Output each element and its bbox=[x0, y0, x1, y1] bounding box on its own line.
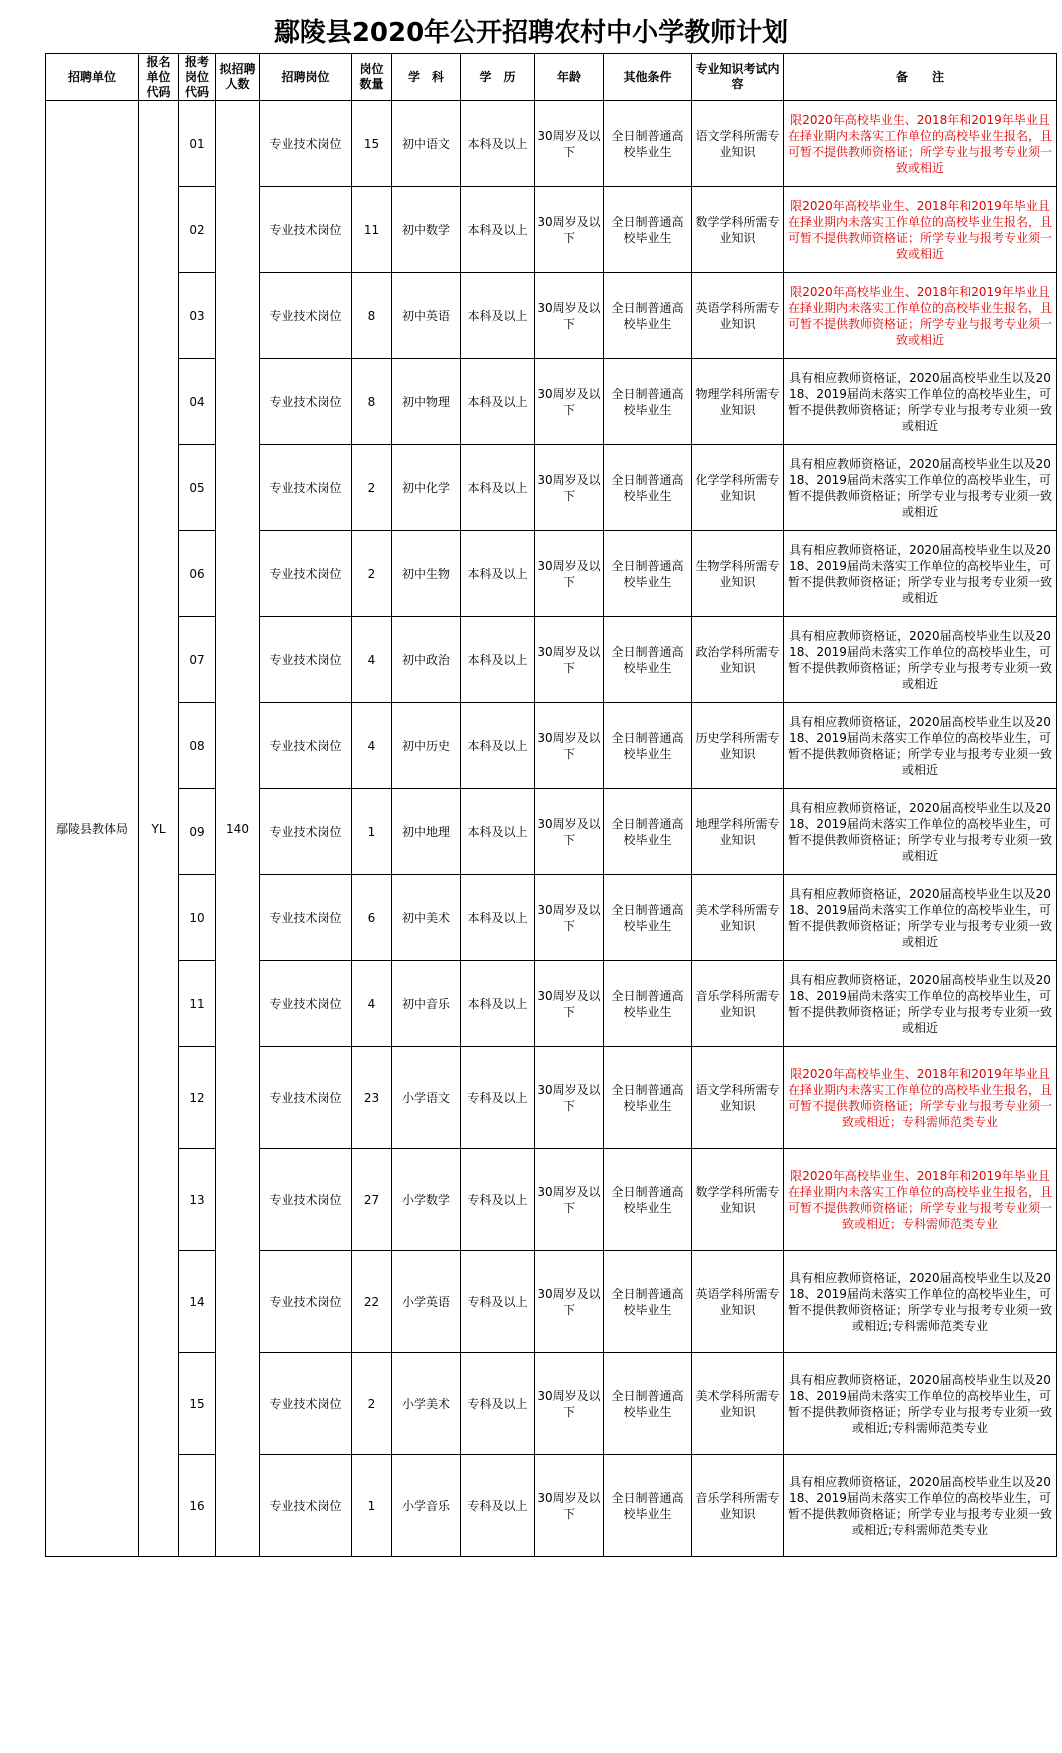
exam-content-cell: 物理学科所需专业知识 bbox=[692, 359, 784, 445]
other-conditions-cell: 全日制普通高校毕业生 bbox=[604, 789, 692, 875]
remarks-cell: 具有相应教师资格证，2020届高校毕业生以及2018、2019届尚未落实工作单位的高校毕业生，可暂不提供教师资格证；所学专业与报考专业须一致或相近 bbox=[784, 445, 1057, 531]
other-conditions-cell: 全日制普通高校毕业生 bbox=[604, 273, 692, 359]
planned-total-cell: 140 bbox=[216, 101, 260, 1557]
column-header: 招聘单位 bbox=[46, 54, 139, 101]
post-code-cell: 15 bbox=[179, 1353, 216, 1455]
column-header: 招聘岗位 bbox=[260, 54, 352, 101]
column-header: 专业知识考试内容 bbox=[692, 54, 784, 101]
table-row bbox=[46, 445, 1057, 531]
subject-cell: 初中美术 bbox=[392, 875, 461, 961]
column-header: 学 历 bbox=[461, 54, 535, 101]
post-type-cell: 专业技术岗位 bbox=[260, 703, 352, 789]
exam-content-cell: 音乐学科所需专业知识 bbox=[692, 1455, 784, 1557]
education-cell: 本科及以上 bbox=[461, 961, 535, 1047]
subject-cell: 初中物理 bbox=[392, 359, 461, 445]
unit-code-cell: YL bbox=[139, 101, 179, 1557]
post-count-cell: 4 bbox=[352, 703, 392, 789]
age-cell: 30周岁及以下 bbox=[535, 617, 604, 703]
table-row bbox=[46, 961, 1057, 1047]
exam-content-cell: 语文学科所需专业知识 bbox=[692, 1047, 784, 1149]
post-code-cell: 06 bbox=[179, 531, 216, 617]
post-type-cell: 专业技术岗位 bbox=[260, 1251, 352, 1353]
post-type-cell: 专业技术岗位 bbox=[260, 875, 352, 961]
other-conditions-cell: 全日制普通高校毕业生 bbox=[604, 531, 692, 617]
remarks-cell: 具有相应教师资格证，2020届高校毕业生以及2018、2019届尚未落实工作单位的高校毕业生，可暂不提供教师资格证；所学专业与报考专业须一致或相近;专科需师范类专业 bbox=[784, 1251, 1057, 1353]
other-conditions-cell: 全日制普通高校毕业生 bbox=[604, 187, 692, 273]
subject-cell: 小学数学 bbox=[392, 1149, 461, 1251]
post-count-cell: 22 bbox=[352, 1251, 392, 1353]
age-cell: 30周岁及以下 bbox=[535, 1251, 604, 1353]
other-conditions-cell: 全日制普通高校毕业生 bbox=[604, 101, 692, 187]
other-conditions-cell: 全日制普通高校毕业生 bbox=[604, 1455, 692, 1557]
age-cell: 30周岁及以下 bbox=[535, 187, 604, 273]
post-code-cell: 08 bbox=[179, 703, 216, 789]
table-row bbox=[46, 703, 1057, 789]
table-row bbox=[46, 1251, 1057, 1353]
subject-cell: 初中英语 bbox=[392, 273, 461, 359]
other-conditions-cell: 全日制普通高校毕业生 bbox=[604, 703, 692, 789]
remarks-cell: 具有相应教师资格证，2020届高校毕业生以及2018、2019届尚未落实工作单位的高校毕业生，可暂不提供教师资格证；所学专业与报考专业须一致或相近 bbox=[784, 789, 1057, 875]
post-type-cell: 专业技术岗位 bbox=[260, 617, 352, 703]
table-row bbox=[46, 1353, 1057, 1455]
table-row bbox=[46, 1047, 1057, 1149]
post-code-cell: 12 bbox=[179, 1047, 216, 1149]
column-header: 备 注 bbox=[784, 54, 1057, 101]
remarks-cell: 限2020年高校毕业生、2018年和2019年毕业且在择业期内未落实工作单位的高校毕业生报名，且可暂不提供教师资格证；所学专业与报考专业须一致或相近；专科需师范类专业 bbox=[784, 1149, 1057, 1251]
subject-cell: 小学音乐 bbox=[392, 1455, 461, 1557]
education-cell: 专科及以上 bbox=[461, 1047, 535, 1149]
education-cell: 专科及以上 bbox=[461, 1251, 535, 1353]
post-count-cell: 8 bbox=[352, 359, 392, 445]
subject-cell: 初中化学 bbox=[392, 445, 461, 531]
education-cell: 本科及以上 bbox=[461, 875, 535, 961]
subject-cell: 初中地理 bbox=[392, 789, 461, 875]
post-code-cell: 13 bbox=[179, 1149, 216, 1251]
table-row bbox=[46, 187, 1057, 273]
exam-content-cell: 生物学科所需专业知识 bbox=[692, 531, 784, 617]
remarks-cell: 限2020年高校毕业生、2018年和2019年毕业且在择业期内未落实工作单位的高校毕业生报名，且可暂不提供教师资格证；所学专业与报考专业须一致或相近；专科需师范类专业 bbox=[784, 1047, 1057, 1149]
post-type-cell: 专业技术岗位 bbox=[260, 1047, 352, 1149]
post-code-cell: 05 bbox=[179, 445, 216, 531]
subject-cell: 小学语文 bbox=[392, 1047, 461, 1149]
subject-cell: 初中音乐 bbox=[392, 961, 461, 1047]
remarks-cell: 具有相应教师资格证，2020届高校毕业生以及2018、2019届尚未落实工作单位的高校毕业生，可暂不提供教师资格证；所学专业与报考专业须一致或相近 bbox=[784, 617, 1057, 703]
column-header: 报名单位代码 bbox=[139, 54, 179, 101]
page-title: 鄢陵县2020年公开招聘农村中小学教师计划 bbox=[273, 18, 789, 48]
post-type-cell: 专业技术岗位 bbox=[260, 445, 352, 531]
education-cell: 本科及以上 bbox=[461, 617, 535, 703]
remarks-cell: 具有相应教师资格证，2020届高校毕业生以及2018、2019届尚未落实工作单位的高校毕业生，可暂不提供教师资格证；所学专业与报考专业须一致或相近 bbox=[784, 875, 1057, 961]
remarks-cell: 限2020年高校毕业生、2018年和2019年毕业且在择业期内未落实工作单位的高校毕业生报名，且可暂不提供教师资格证；所学专业与报考专业须一致或相近 bbox=[784, 273, 1057, 359]
exam-content-cell: 语文学科所需专业知识 bbox=[692, 101, 784, 187]
exam-content-cell: 历史学科所需专业知识 bbox=[692, 703, 784, 789]
age-cell: 30周岁及以下 bbox=[535, 1149, 604, 1251]
table-row bbox=[46, 359, 1057, 445]
age-cell: 30周岁及以下 bbox=[535, 101, 604, 187]
post-code-cell: 01 bbox=[179, 101, 216, 187]
education-cell: 本科及以上 bbox=[461, 789, 535, 875]
post-count-cell: 6 bbox=[352, 875, 392, 961]
post-count-cell: 11 bbox=[352, 187, 392, 273]
exam-content-cell: 英语学科所需专业知识 bbox=[692, 273, 784, 359]
other-conditions-cell: 全日制普通高校毕业生 bbox=[604, 445, 692, 531]
exam-content-cell: 政治学科所需专业知识 bbox=[692, 617, 784, 703]
exam-content-cell: 数学学科所需专业知识 bbox=[692, 1149, 784, 1251]
post-count-cell: 27 bbox=[352, 1149, 392, 1251]
post-count-cell: 1 bbox=[352, 1455, 392, 1557]
age-cell: 30周岁及以下 bbox=[535, 1047, 604, 1149]
table-row bbox=[46, 531, 1057, 617]
age-cell: 30周岁及以下 bbox=[535, 875, 604, 961]
remarks-cell: 限2020年高校毕业生、2018年和2019年毕业且在择业期内未落实工作单位的高校毕业生报名，且可暂不提供教师资格证；所学专业与报考专业须一致或相近 bbox=[784, 101, 1057, 187]
post-type-cell: 专业技术岗位 bbox=[260, 961, 352, 1047]
table-row bbox=[46, 101, 1057, 187]
education-cell: 本科及以上 bbox=[461, 445, 535, 531]
remarks-cell: 具有相应教师资格证，2020届高校毕业生以及2018、2019届尚未落实工作单位的高校毕业生，可暂不提供教师资格证；所学专业与报考专业须一致或相近;专科需师范类专业 bbox=[784, 1455, 1057, 1557]
table-row bbox=[46, 617, 1057, 703]
exam-content-cell: 英语学科所需专业知识 bbox=[692, 1251, 784, 1353]
other-conditions-cell: 全日制普通高校毕业生 bbox=[604, 617, 692, 703]
post-code-cell: 04 bbox=[179, 359, 216, 445]
post-count-cell: 2 bbox=[352, 445, 392, 531]
remarks-cell: 限2020年高校毕业生、2018年和2019年毕业且在择业期内未落实工作单位的高校毕业生报名，且可暂不提供教师资格证；所学专业与报考专业须一致或相近 bbox=[784, 187, 1057, 273]
post-type-cell: 专业技术岗位 bbox=[260, 359, 352, 445]
education-cell: 本科及以上 bbox=[461, 273, 535, 359]
post-type-cell: 专业技术岗位 bbox=[260, 187, 352, 273]
post-count-cell: 2 bbox=[352, 1353, 392, 1455]
table-row bbox=[46, 789, 1057, 875]
table-row bbox=[46, 1149, 1057, 1251]
remarks-cell: 具有相应教师资格证，2020届高校毕业生以及2018、2019届尚未落实工作单位的高校毕业生，可暂不提供教师资格证；所学专业与报考专业须一致或相近 bbox=[784, 531, 1057, 617]
column-header: 其他条件 bbox=[604, 54, 692, 101]
column-header: 岗位数量 bbox=[352, 54, 392, 101]
subject-cell: 初中语文 bbox=[392, 101, 461, 187]
post-code-cell: 11 bbox=[179, 961, 216, 1047]
post-code-cell: 16 bbox=[179, 1455, 216, 1557]
education-cell: 本科及以上 bbox=[461, 703, 535, 789]
other-conditions-cell: 全日制普通高校毕业生 bbox=[604, 359, 692, 445]
post-code-cell: 03 bbox=[179, 273, 216, 359]
recruiting-unit-cell: 鄢陵县教体局 bbox=[46, 101, 139, 1557]
remarks-cell: 具有相应教师资格证，2020届高校毕业生以及2018、2019届尚未落实工作单位的高校毕业生，可暂不提供教师资格证；所学专业与报考专业须一致或相近 bbox=[784, 359, 1057, 445]
age-cell: 30周岁及以下 bbox=[535, 273, 604, 359]
post-code-cell: 14 bbox=[179, 1251, 216, 1353]
column-header: 拟招聘人数 bbox=[216, 54, 260, 101]
remarks-cell: 具有相应教师资格证，2020届高校毕业生以及2018、2019届尚未落实工作单位的高校毕业生，可暂不提供教师资格证；所学专业与报考专业须一致或相近 bbox=[784, 961, 1057, 1047]
other-conditions-cell: 全日制普通高校毕业生 bbox=[604, 1251, 692, 1353]
remarks-cell: 具有相应教师资格证，2020届高校毕业生以及2018、2019届尚未落实工作单位的高校毕业生，可暂不提供教师资格证；所学专业与报考专业须一致或相近 bbox=[784, 703, 1057, 789]
exam-content-cell: 美术学科所需专业知识 bbox=[692, 875, 784, 961]
education-cell: 本科及以上 bbox=[461, 187, 535, 273]
exam-content-cell: 地理学科所需专业知识 bbox=[692, 789, 784, 875]
post-type-cell: 专业技术岗位 bbox=[260, 101, 352, 187]
education-cell: 专科及以上 bbox=[461, 1455, 535, 1557]
education-cell: 专科及以上 bbox=[461, 1149, 535, 1251]
post-type-cell: 专业技术岗位 bbox=[260, 531, 352, 617]
education-cell: 本科及以上 bbox=[461, 359, 535, 445]
age-cell: 30周岁及以下 bbox=[535, 789, 604, 875]
subject-cell: 初中生物 bbox=[392, 531, 461, 617]
post-code-cell: 09 bbox=[179, 789, 216, 875]
recruitment-plan-table bbox=[45, 53, 1057, 1557]
subject-cell: 初中历史 bbox=[392, 703, 461, 789]
exam-content-cell: 美术学科所需专业知识 bbox=[692, 1353, 784, 1455]
post-count-cell: 15 bbox=[352, 101, 392, 187]
post-code-cell: 02 bbox=[179, 187, 216, 273]
post-type-cell: 专业技术岗位 bbox=[260, 1455, 352, 1557]
post-type-cell: 专业技术岗位 bbox=[260, 1353, 352, 1455]
post-type-cell: 专业技术岗位 bbox=[260, 1149, 352, 1251]
other-conditions-cell: 全日制普通高校毕业生 bbox=[604, 1149, 692, 1251]
subject-cell: 小学美术 bbox=[392, 1353, 461, 1455]
age-cell: 30周岁及以下 bbox=[535, 961, 604, 1047]
age-cell: 30周岁及以下 bbox=[535, 445, 604, 531]
exam-content-cell: 化学学科所需专业知识 bbox=[692, 445, 784, 531]
post-count-cell: 23 bbox=[352, 1047, 392, 1149]
other-conditions-cell: 全日制普通高校毕业生 bbox=[604, 1047, 692, 1149]
exam-content-cell: 音乐学科所需专业知识 bbox=[692, 961, 784, 1047]
age-cell: 30周岁及以下 bbox=[535, 531, 604, 617]
education-cell: 本科及以上 bbox=[461, 531, 535, 617]
post-code-cell: 10 bbox=[179, 875, 216, 961]
exam-content-cell: 数学学科所需专业知识 bbox=[692, 187, 784, 273]
age-cell: 30周岁及以下 bbox=[535, 1455, 604, 1557]
education-cell: 本科及以上 bbox=[461, 101, 535, 187]
table-row bbox=[46, 1455, 1057, 1557]
post-count-cell: 2 bbox=[352, 531, 392, 617]
age-cell: 30周岁及以下 bbox=[535, 703, 604, 789]
post-type-cell: 专业技术岗位 bbox=[260, 273, 352, 359]
post-count-cell: 1 bbox=[352, 789, 392, 875]
other-conditions-cell: 全日制普通高校毕业生 bbox=[604, 875, 692, 961]
other-conditions-cell: 全日制普通高校毕业生 bbox=[604, 961, 692, 1047]
post-count-cell: 8 bbox=[352, 273, 392, 359]
other-conditions-cell: 全日制普通高校毕业生 bbox=[604, 1353, 692, 1455]
subject-cell: 小学英语 bbox=[392, 1251, 461, 1353]
post-code-cell: 07 bbox=[179, 617, 216, 703]
age-cell: 30周岁及以下 bbox=[535, 1353, 604, 1455]
remarks-cell: 具有相应教师资格证，2020届高校毕业生以及2018、2019届尚未落实工作单位的高校毕业生，可暂不提供教师资格证；所学专业与报考专业须一致或相近;专科需师范类专业 bbox=[784, 1353, 1057, 1455]
table-row bbox=[46, 273, 1057, 359]
column-header: 学 科 bbox=[392, 54, 461, 101]
column-header: 报考岗位代码 bbox=[179, 54, 216, 101]
column-header: 年龄 bbox=[535, 54, 604, 101]
subject-cell: 初中数学 bbox=[392, 187, 461, 273]
age-cell: 30周岁及以下 bbox=[535, 359, 604, 445]
table-header-row bbox=[46, 54, 1057, 101]
subject-cell: 初中政治 bbox=[392, 617, 461, 703]
table-body bbox=[46, 101, 1057, 1557]
post-count-cell: 4 bbox=[352, 961, 392, 1047]
post-type-cell: 专业技术岗位 bbox=[260, 789, 352, 875]
table-row bbox=[46, 875, 1057, 961]
post-count-cell: 4 bbox=[352, 617, 392, 703]
education-cell: 专科及以上 bbox=[461, 1353, 535, 1455]
